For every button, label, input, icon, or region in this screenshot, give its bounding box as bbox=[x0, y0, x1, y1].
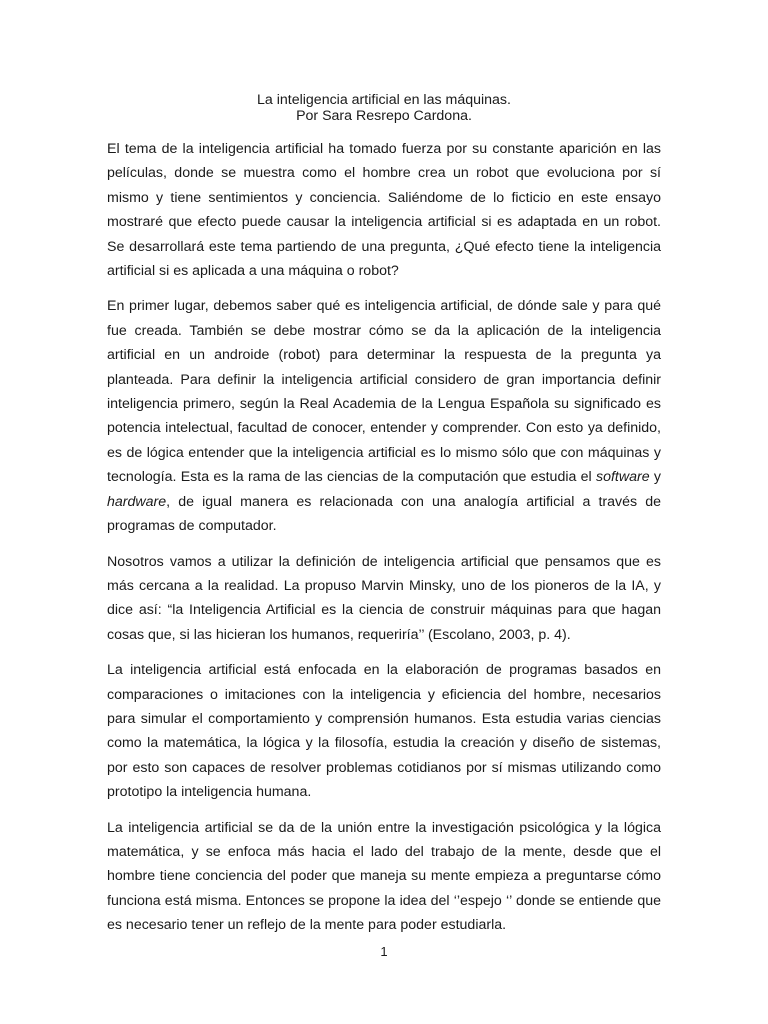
paragraph-text: El tema de la inteligencia artificial ha tomado fuerza por su constante aparición en las películas, donde se muestra como el hombre crea un robot que evoluciona por sí mismo y tiene sentimientos y conciencia. Saliéndome de lo ficticio en este ensayo mostraré que efecto puede causar la inteligencia artificial si es adaptada en un robot. Se desarrollará este tema partiendo de una pregunta, ¿Qué efecto tiene la inteligencia artificial si es aplicada a una máquina o robot? bbox=[107, 141, 661, 280]
paragraph-text: , de igual manera es relacionada con una analogía artificial a través de programas de computador. bbox=[107, 493, 661, 535]
paragraph-1 bbox=[107, 137, 661, 283]
document-author: Por Sara Resrepo Cardona. bbox=[296, 108, 472, 124]
italic-term: software bbox=[595, 469, 650, 486]
paragraph-text: La inteligencia artificial se da de la unión entre la investigación psicológica y la lógica matemática, y se enfoca más hacia el lado del trabajo de la mente, desde que el hombre tiene conciencia del poder que maneja su mente empieza a preguntarse cómo funciona está misma. Entonces se propone la idea del ‘’espejo ‘’ donde se entiende que es necesario tener un reflejo de la mente para poder estudiarla. bbox=[107, 819, 661, 934]
paragraph-4 bbox=[107, 658, 661, 804]
italic-term: hardware bbox=[107, 493, 167, 510]
paragraph-5 bbox=[107, 816, 661, 938]
document-title: La inteligencia artificial en las máquinas. bbox=[257, 92, 511, 108]
paragraph-3 bbox=[107, 550, 661, 648]
title-block bbox=[0, 92, 768, 124]
paragraph-text: La inteligencia artificial está enfocada en la elaboración de programas basados en comparaciones o imitaciones con la inteligencia y eficiencia del hombre, necesarios para simular el comportamiento y comprensión humanos. Esta estudia varias ciencias como la matemática, la lógica y la filosofía, estudia la creación y diseño de sistemas, por esto son capaces de resolver problemas cotidianos por sí mismas utilizando como prototipo la inteligencia humana. bbox=[107, 662, 661, 801]
document-body bbox=[107, 137, 661, 949]
page-number: 1 bbox=[380, 944, 388, 959]
paragraph-text: En primer lugar, debemos saber qué es inteligencia artificial, de dónde sale y para qué fue creada. También se debe mostrar cómo se da la aplicación de la inteligencia artificial en un androide (robot) para determinar la respuesta de la pregunta ya planteada. Para definir la inteligencia artificial considero de gran importancia definir inteligencia primero, según la Real Academia de la Lengua Española su significado es potencia intelectual, facultad de conocer, entender y comprender. Con esto ya definido, es de lógica entender que la inteligencia artificial es lo mismo sólo que con máquinas y tecnología. Esta es la rama de las ciencias de la computación que estudia el bbox=[107, 298, 661, 486]
paragraph-text: y bbox=[649, 469, 661, 486]
paragraph-2 bbox=[107, 294, 661, 538]
paragraph-text: Nosotros vamos a utilizar la definición de inteligencia artificial que pensamos que es más cercana a la realidad. La propuso Marvin Minsky, uno de los pioneros de la IA, y dice así: “la Inteligencia Artificial es la ciencia de construir máquinas para que hagan cosas que, si las hicieran los humanos, requeriría’’ (Escolano, 2003, p. 4). bbox=[107, 553, 661, 643]
